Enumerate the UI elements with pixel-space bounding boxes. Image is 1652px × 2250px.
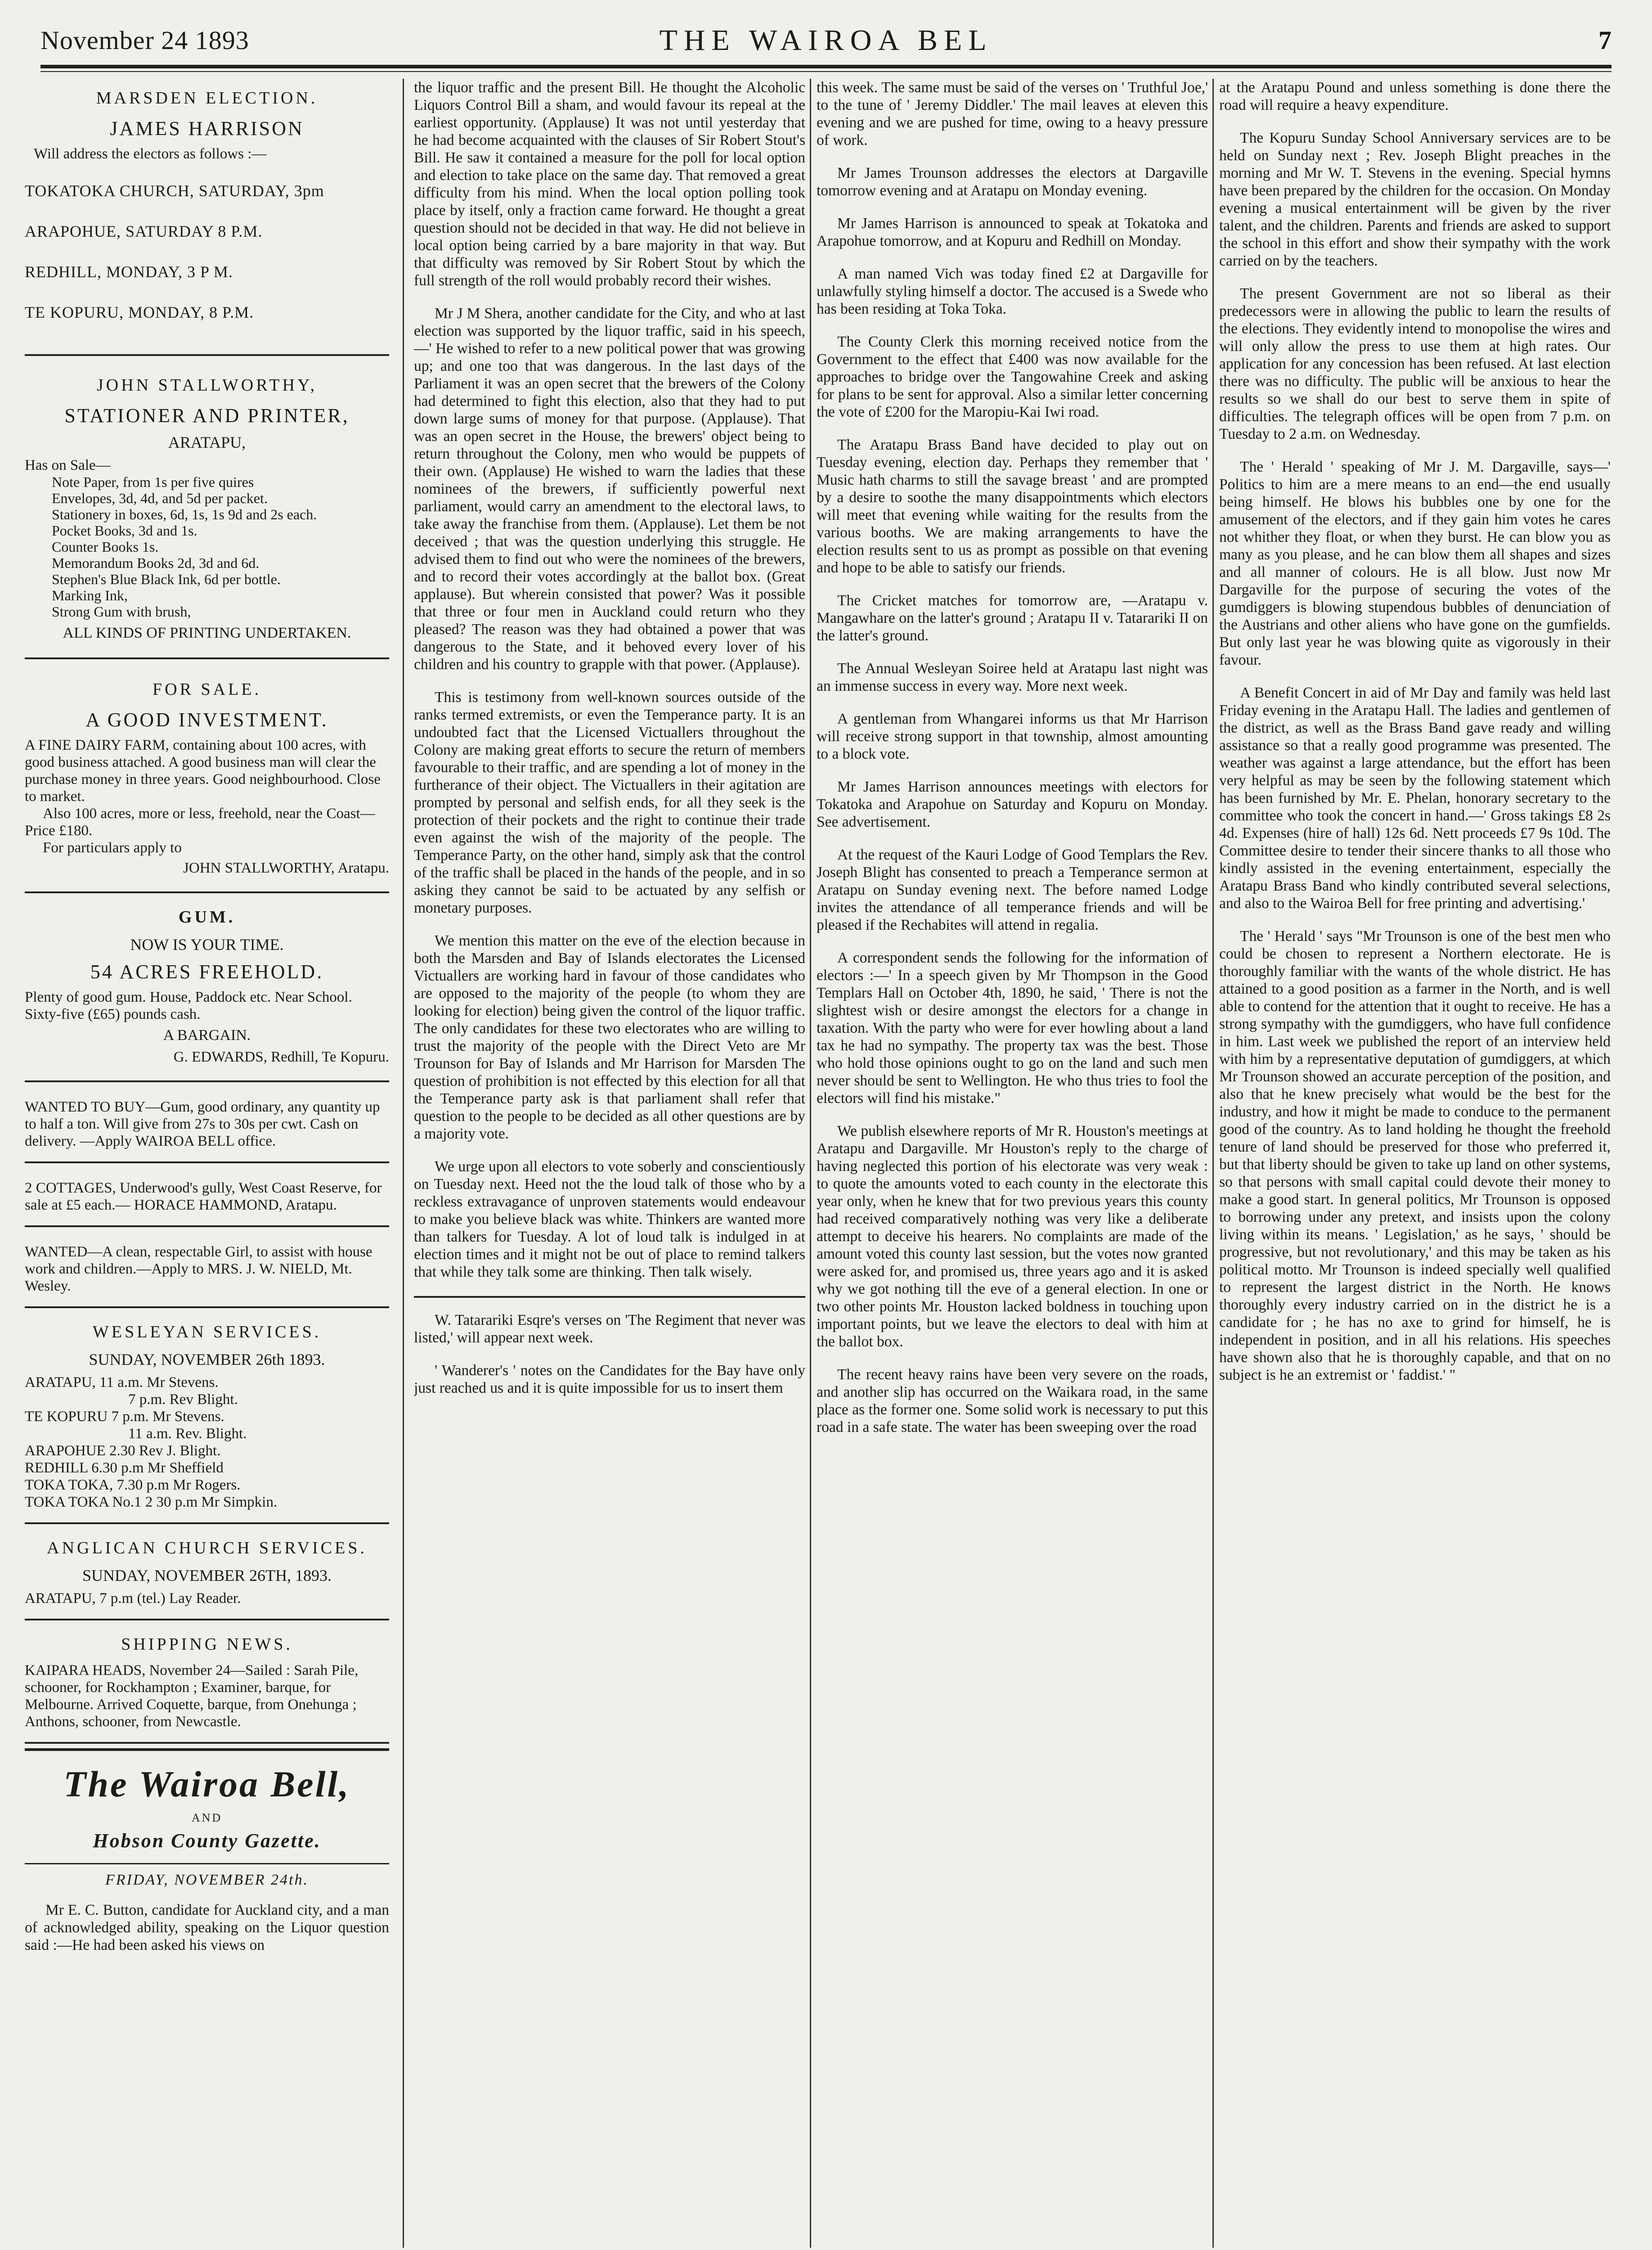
ad-intro: Will address the electors as follows :— [34, 146, 267, 162]
nameplate [25, 1748, 389, 1901]
ad-heading: ANGLICAN CHURCH SERVICES. [47, 1539, 367, 1557]
article-paragraph: A gentleman from Whangarei informs us that Mr Harrison will receive strong support in that township, almost amounting to a block vote. [817, 711, 1208, 762]
column-4 [1219, 79, 1611, 2250]
column-divider [403, 79, 404, 2248]
article-paragraph: ' Wanderer's ' notes on the Candidates for the Bay have only just reached us and it is quite impossible for us to insert them [414, 1362, 805, 1396]
ad-heading: SHIPPING NEWS. [121, 1635, 293, 1654]
article-paragraph: The Annual Wesleyan Soiree held at Aratapu last night was an immense success in every way. More next week. [817, 660, 1208, 694]
service-line: ARATAPU, 7 p.m (tel.) Lay Reader. [25, 1590, 241, 1606]
article-paragraph: A correspondent sends the following for the information of electors :—' In a speech given by Mr Thompson in the Good Templars Hall on October 4th, 1890, he said, ' There is not the slightest wish or desire amongst the electors for a change in taxation. With the party who were for ever howling about a land tax he had no sympathy. The property tax was the best. Those who hold those opinions ought to go on the land and such men never should be sent to Wellington. He who thus tries to fool the electors will find his mistake." [817, 950, 1208, 1107]
ad-heading: JOHN STALLWORTHY, [96, 376, 318, 395]
list-item: Marking Ink, [52, 587, 128, 603]
ad-heading: MARSDEN ELECTION. [96, 89, 318, 108]
service-line: REDHILL 6.30 p.m Mr Sheffield [25, 1460, 224, 1476]
service-line: TE KOPURU 7 p.m. Mr Stevens. [25, 1408, 224, 1425]
article-paragraph: Mr James Trounson addresses the electors at Dargaville tomorrow evening and at Aratapu on Monday evening. [817, 165, 1208, 199]
list-item: Pocket Books, 3d and 1s. [52, 522, 198, 539]
service-line: TOKA TOKA No.1 2 30 p.m Mr Simpkin. [25, 1494, 278, 1510]
service-line: ARATAPU, 11 a.m. Mr Stevens. [25, 1374, 219, 1390]
service-line: 11 a.m. Rev. Blight. [128, 1426, 247, 1442]
ad-title: 54 ACRES FREEHOLD. [90, 961, 324, 983]
ad-title: JAMES HARRISON [110, 117, 304, 140]
dateline: FRIDAY, NOVEMBER 24th. [25, 1863, 389, 1889]
masthead-rule-thin [40, 71, 1612, 72]
article-paragraph: This is testimony from well-known sources outside of the ranks termed extremists, or even the Temperance party. It is an undoubted fact that the Licensed Victuallers throughout the Colony are making great efforts to secure the return of members favourable to their traffic, and are spending a lot of money in the furtherance of their object. The Victuallers in their agitation are prompted by personal and selfish ends, for all they seek is the protection of their pockets and the right to continue their trade even against the wish of the majority of the people. The Temperance Party, on the other hand, simply ask that the control of the traffic shall be placed in the hands of the people, and in so asking they cannot be said to be actuated by any selfish or monetary purposes. [414, 689, 805, 916]
article-paragraph: The present Government are not so liberal as their predecessors were in allowing the public to learn the results of the elections. They evidently intend to monopolise the wires and will only allow the press to use them at high rates. Our application for any concession has been refused. At last election there was no difficulty. The public will be anxious to hear the results so we shall do our best to serve them in spite of difficulties. The telegraph offices will be open from 7 p.m. on Tuesday to 2 a.m. on Wednesday. [1219, 285, 1611, 442]
ad-contact: JOHN STALLWORTHY, Aratapu. [183, 860, 389, 876]
ad-stallworthy [25, 360, 389, 659]
ad-date: SUNDAY, NOVEMBER 26TH, 1893. [82, 1566, 332, 1584]
article-paragraph: The ' Herald ' says "Mr Trounson is one of the best men who could be chosen to represent a Northern electorate. He is thoroughly familiar with the wants of the whole district. He has attained to a good position as a farmer in the North, and is well able to contend for the attention that it ought to receive. He has a strong sympathy with the gumdiggers, who have full confidence in him. Last week we published the report of an interview held with him by a representative deputation of gumdiggers, at which Mr Trounson showed an accurate perception of the position, and also that he knew precisely what would be the best for the industry, and how it might be made to conduce to the permanent good of the country. As to land holding he thought the freehold tenure of land should be preserved for those who preferred it, but that liberty should be given to take up land on other systems, so that persons with small capital could devote their money to make a good start. In general politics, Mr Trounson is opposed to borrowing under any pretext, and insists upon the colony living within its means. ' Legislation,' as he says, ' should be progressive, but not revolutionary,' and this may be taken as his political motto. Mr Trounson is indeed specially well qualified to represent the largest district in the North. He knows thoroughly every industry carried on in the district he is a candidate for ; he has no axe to grind for himself, he is independent in position, and in all his relations. His speeches have shown also that he is thoroughly capable, and that on no subject is he an extremist or ' faddist.' " [1219, 928, 1611, 1383]
article-paragraph: Mr James Harrison announces meetings with electors for Tokatoka and Arapohue on Saturday and Kopuru on Monday. See advertisement. [817, 778, 1208, 830]
article-paragraph: The Kopuru Sunday School Anniversary services are to be held on Sunday next ; Rev. Joseph Blight preaches in the morning and Mr W. T. Stevens in the evening. Special hymns have been prepared by the children for the occasion. On Monday evening a musical entertainment will be given by the river talent, and the children. Parents and friends are asked to support the school in this effort and show their sympathy with the work carried on by the teachers. [1219, 130, 1611, 269]
ad-wesleyan-services [25, 1313, 389, 1524]
article-paragraph: We publish elsewhere reports of Mr R. Houston's meetings at Aratapu and Dargaville. Mr Houston's reply to the charge of having neglected this portion of his electorate was very weak : to quote the amounts voted to each county in the electorate this year only, when he knew that for two previous years this county had received comparatively nothing was very like a deliberate attempt to deceive his hearers. No complaints are made of the amount voted this county last session, but the votes now granted were asked for, and promised us, three years ago and it is asked why we got nothing till the eve of a general election. In one or two other points Mr. Houston lacked boldness in touching upon important points, but we leave the electors to deal with him at the ballot box. [817, 1123, 1208, 1350]
column-1 [25, 79, 389, 2250]
ad-bargain: A BARGAIN. [163, 1027, 251, 1044]
ad-apply: For particulars apply to [43, 840, 182, 856]
ad-title: STATIONER AND PRINTER, [64, 405, 350, 427]
ad-for-sale [25, 664, 389, 893]
ad-contact: G. EDWARDS, Redhill, Te Kopuru. [173, 1049, 389, 1065]
ad-wanted-girl [25, 1232, 389, 1308]
article-paragraph: The County Clerk this morning received notice from the Government to the effect that £400 was now available for the approaches to bridge over the Tangowahine Creek and asking for plans to be sent for approval. Also a similar letter concerning the vote of £200 for the Maropiu-Kai Iwi road. [817, 333, 1208, 420]
column-divider [810, 79, 811, 2248]
ad-body: Plenty of good gum. House, Paddock etc. Near School. Sixty-five (£65) pounds cash. [25, 989, 352, 1022]
article-paragraph: The recent heavy rains have been very severe on the roads, and another slip has occurred on the Waikara road, in the same place as the former one. Some solid work is necessary to put this road in a safe state. The water has been sweeping over the road [817, 1366, 1208, 1436]
stock-list [52, 474, 389, 620]
ad-body: WANTED TO BUY—Gum, good ordinary, any quantity up to half a ton. Will give from 27s to 30s per cwt. Cash on delivery. —Apply WAIROA BELL office. [25, 1099, 380, 1149]
list-item: Counter Books 1s. [52, 539, 159, 555]
ad-title: A GOOD INVESTMENT. [85, 709, 328, 731]
ad-wanted-gum [25, 1087, 389, 1163]
list-item: Memorandum Books 2d, 3d and 6d. [52, 555, 260, 571]
ad-footer: ALL KINDS OF PRINTING UNDERTAKEN. [63, 625, 351, 641]
masthead [40, 18, 1612, 63]
ad-anglican-services [25, 1529, 389, 1620]
service-line: 7 p.m. Rev Blight. [128, 1391, 238, 1408]
meeting-line: ARAPOHUE, SATURDAY 8 P.M. [25, 222, 263, 240]
meeting-line: TE KOPURU, MONDAY, 8 P.M. [25, 303, 254, 321]
article-paragraph: At the request of the Kauri Lodge of Good Templars the Rev. Joseph Blight has consented to preach a Temperance sermon at Aratapu on Sunday evening next. The before named Lodge invites the attendance of all temperance friends and will be pleased if the Rechabites will attend in regalia. [817, 846, 1208, 933]
nameplate-title: The Wairoa Bell, [63, 1764, 350, 1804]
ad-cottages [25, 1168, 389, 1227]
article-paragraph: W. Tatarariki Esqre's verses on 'The Regiment that never was listed,' will appear next week. [414, 1312, 805, 1346]
ad-heading: WESLEYAN SERVICES. [92, 1323, 322, 1341]
service-line: TOKA TOKA, 7.30 p.m Mr Rogers. [25, 1477, 241, 1493]
article-paragraph: The Cricket matches for tomorrow are, —Aratapu v. Mangawhare on the latter's ground ; Aratapu II v. Tatarariki II on the latter's ground. [817, 592, 1208, 644]
ad-heading: FOR SALE. [153, 680, 261, 699]
article-paragraph: A man named Vich was today fined £2 at Dargaville for unlawfully styling himself a doctor. The accused is a Swede who has been residing at Toka Toka. [817, 266, 1208, 317]
meeting-line: REDHILL, MONDAY, 3 P M. [25, 263, 233, 281]
article-paragraph: A Benefit Concert in aid of Mr Day and family was held last Friday evening in the Aratapu Hall. The ladies and gentlemen of the district, as well as the Brass Band gave ready and willing assistance so that a really good programme was presented. The weather was against a large attendance, but the effort has been very helpful as may be seen by the following statement which has been furnished by Mr. E. Phelan, honorary secretary to the committee who took the concert in hand.—' Gross takings £8 2s 4d. Expenses (hire of hall) 12s 6d. Nett proceeds £7 9s 10d. The Committee desire to tender their sincere thanks to all those who kindly assisted in the evening entertainment, especially the Aratapu Brass Band who kindly contributed several selections, and also to the Wairoa Bell for free printing and advertising.' [1219, 684, 1611, 912]
article-paragraph: We urge upon all electors to vote soberly and conscientiously on Tuesday next. Heed not the the loud talk of those who by a reckless extravagance of unproven statements would endeavour to make you believe black was white. Thinkers are wanted more than talkers for Tuesday. A lot of loud talk is indulged in at election times and it might not be out of place to remind talkers that while they talk some are thinking. Then talk wisely. [414, 1158, 805, 1280]
page-number: 7 [1598, 26, 1612, 55]
paper-title: THE WAIROA BEL [659, 24, 993, 57]
ad-body: 2 COTTAGES, Underwood's gully, West Coast Reserve, for sale at £5 each.— HORACE HAMMOND, Aratapu. [25, 1180, 382, 1213]
article-paragraph: this week. The same must be said of the verses on ' Truthful Joe,' to the tune of ' Jeremy Diddler.' The mail leaves at eleven this evening and we are pushed for time, owing to a heavy pressure of work. [817, 79, 1208, 148]
ad-place: ARATAPU, [168, 433, 246, 451]
ad-intro: Has on Sale— [25, 457, 111, 473]
issue-date: November 24 1893 [40, 26, 249, 55]
column-2 [414, 79, 805, 2250]
article-paragraph: The ' Herald ' speaking of Mr J. M. Dargaville, says—' Politics to him are a mere means to an end—the end usually being himself. He blows his bubbles one by one for the amusement of the electors, and if they gain him votes he cares not whither they float, or when they burst. He can blow you as many as you please, and he can blow them all shapes and sizes and all manner of colours. He is all blow. Just now Mr Dargaville for the purpose of securing the votes of the gumdiggers is blowing stupendous bubbles of denunciation of the Austrians and other aliens who have gone on the gumfields. But only last year he was blowing quite as vigorously in their favour. [1219, 459, 1611, 668]
column-3 [817, 79, 1208, 2250]
list-item: Strong Gum with brush, [52, 603, 191, 620]
ad-heading: GUM. [178, 908, 236, 927]
article-paragraph: the liquor traffic and the present Bill. He thought the Alcoholic Liquors Control Bill a sham, and would favour its repeal at the earliest opportunity. (Applause) It was not until yesterday that he had become acquainted with the clauses of Sir Robert Stout's Bill. He saw it contained a measure for the poll for local option and election to take place on the same day. That removed a great difficulty from his mind. When the local option polling took place by itself, only a fraction came forward. He thought a great question should not be decided in that way. He did not believe in local option being carried by a bare majority in that way. But that difficulty was removed by Sir Robert Stout by which the full strength of the roll would probably record their wishes. [414, 79, 805, 289]
ad-marsden-election [25, 79, 389, 356]
list-item: Note Paper, from 1s per five quires [52, 474, 254, 490]
list-item: Envelopes, 3d, 4d, and 5d per packet. [52, 490, 268, 506]
article-paragraph: Mr James Harrison is announced to speak at Tokatoka and Arapohue tomorrow, and at Kopuru and Redhill on Monday. [817, 215, 1208, 249]
ad-body: WANTED—A clean, respectable Girl, to assist with house work and children.—Apply to MRS. J. W. NIELD, Mt. Wesley. [25, 1244, 373, 1294]
section-rule [414, 1296, 805, 1298]
ad-shipping-news [25, 1625, 389, 1744]
list-item: Stephen's Blue Black Ink, 6d per bottle. [52, 571, 281, 587]
article-paragraph: Mr E. C. Button, candidate for Auckland city, and a man of acknowledged ability, speaking on the Liquor question said :—He had been asked his views on [25, 1902, 389, 1953]
masthead-rule [40, 65, 1612, 68]
article-paragraph: at the Aratapu Pound and unless something is done there the road will require a heavy expenditure. [1219, 79, 1611, 113]
meeting-line: TOKATOKA CHURCH, SATURDAY, 3pm [25, 182, 324, 200]
ad-subheading: NOW IS YOUR TIME. [130, 936, 284, 954]
list-item: Stationery in boxes, 6d, 1s, 1s 9d and 2s each. [52, 506, 317, 522]
ad-date: SUNDAY, NOVEMBER 26th 1893. [89, 1350, 325, 1368]
article-paragraph: The Aratapu Brass Band have decided to play out on Tuesday evening, election day. Perhaps they remember that ' Music hath charms to still the savage breast ' and are prompted by a desire to soothe the many disappointments which electors will meet that evening while waiting for the results from the various booths. We are making arrangements to have the election results sent to us as prompt as possible on that evening and hope to be able to satisfy our friends. [817, 436, 1208, 576]
article-paragraph: We mention this matter on the eve of the election because in both the Marsden and Bay of Islands electorates the Licensed Victuallers are working hard in favour of those candidates who are opposed to the majority of the people (to whom they are looking for election) being given the control of the liquor traffic. The only candidates for these two electorates who are willing to trust the majority of the people with the Direct Veto are Mr Trounson for Bay of Islands and Mr Harrison for Marsden The question of prohibition is not effected by this election for all that the Temperance party ask is that parliament shall refer that question to the people to be decided as all other questions are by a majority vote. [414, 932, 805, 1142]
article-paragraph: Mr J M Shera, another candidate for the City, and who at last election was supported by the liquor traffic, said in his speech,—' He wished to refer to a new political power that was growing up; and one too that was dangerous. In the last days of the Parliament it was an open secret that the brewers of the Colony had determined to fight this election, also that they had to put down large sums of money for that purpose. (Applause). That was an open secret in the House, the brewers' object being to return throughout the Colony, men who would be puppets of their own. (Applause) He wished to warn the ladies that these nominees of the brewers, if sufficiently powerful next parliament, would carry an amendment to the electoral laws, to take away the franchise from them. (Applause). Let them be not deceived ; that was the question underlying this struggle. He advised them to find out who were the nominees of the brewers, and to record their votes accordingly at the ballot box. (Great applause). But wherein consisted that power? Was it possible that three or four men in Auckland could return who they pleased? The reason was they had obtained a power that was dangerous to the State, and it behoved every lover of his children and his country to grapple with that power. (Applause). [414, 305, 805, 673]
ad-body: A FINE DAIRY FARM, containing about 100 acres, with good business attached. A good business man will clear the purchase money in three years. Good neighbourhood. Close to market. [25, 737, 381, 805]
nameplate-subtitle: Hobson County Gazette. [93, 1830, 321, 1852]
nameplate-and: AND [191, 1811, 223, 1824]
ad-body: Also 100 acres, more or less, freehold, near the Coast—Price £180. [25, 806, 375, 839]
ad-gum [25, 898, 389, 1082]
service-line: ARAPOHUE 2.30 Rev J. Blight. [25, 1443, 221, 1459]
column-divider [1212, 79, 1214, 2248]
ad-body: KAIPARA HEADS, November 24—Sailed : Sarah Pile, schooner, for Rockhampton ; Examiner, barque, for Melbourne. Arrived Coquette, barque, from Onehunga ; Anthons, schooner, from Newcastle. [25, 1662, 359, 1730]
